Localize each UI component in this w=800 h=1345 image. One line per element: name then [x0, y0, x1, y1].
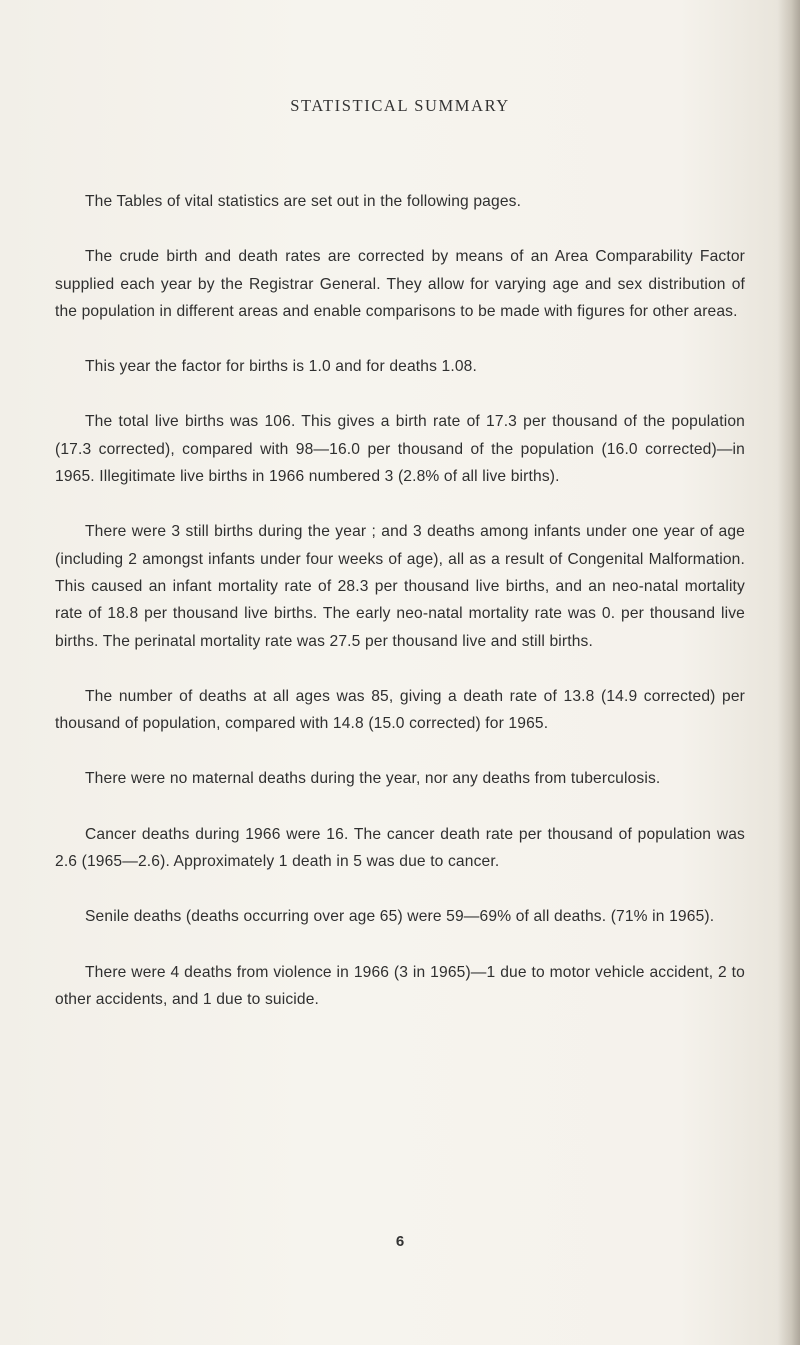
paragraph-violence-deaths: There were 4 deaths from violence in 1966 (3 in 1965)—1 due to motor vehicle accident, 2 to other accidents, and 1 due to suicide.: [55, 963, 745, 1008]
paragraph-death-rate: The number of deaths at all ages was 85, giving a death rate of 13.8 (14.9 corrected) per thousand of population, compared with 14.8 (15.0 corrected) for 1965.: [55, 687, 745, 733]
page-number: 6: [395, 1233, 405, 1250]
paragraph-cancer-deaths: Cancer deaths during 1966 were 16. The cancer death rate per thousand of population was 2.6 (1965—2.6). Approximately 1 death in 5 was due to cancer.: [55, 825, 745, 871]
paragraph-live-births: The total live births was 106. This gives a birth rate of 17.3 per thousand of the population (17.3 corrected), compared with 98—16.0 per thousand of the population (16.0 corrected)—in 1965. Illegitimate live births in 1966 numbered 3 (2.8% of all live births).: [55, 413, 745, 486]
paragraph-senile-deaths: Senile deaths (deaths occurring over age 65) were 59—69% of all deaths. (71% in 1965).: [85, 908, 715, 926]
paragraph-infant-mortality: There were 3 still births during the year ; and 3 deaths among infants under one year of age (including 2 amongst infants under four weeks of age), all as a result of Congenital Malformation. This caused an infant mortality rate of 28.3 per thousand live births, and an neo-natal mortality rate of 18.8 per thousand live births. The early neo-natal mortality rate was 0. per thousand live births. The perinatal mortality rate was 27.5 per thousand live and still births.: [55, 523, 745, 650]
page-edge-shadow: [778, 0, 800, 1345]
paragraph-intro: The Tables of vital statistics are set out in the following pages.: [85, 193, 522, 210]
paragraph-comparability-factor: The crude birth and death rates are corrected by means of an Area Comparability Factor supplied each year by the Registrar General. They allow for varying age and sex distribution of the population in different areas and enable comparisons to be made with figures for other areas.: [55, 248, 745, 320]
paragraph-factor-values: This year the factor for births is 1.0 and for deaths 1.08.: [85, 358, 477, 376]
body-text: [55, 188, 745, 1041]
page-title: STATISTICAL SUMMARY: [290, 96, 510, 115]
paragraph-maternal-deaths: There were no maternal deaths during the year, nor any deaths from tuberculosis.: [85, 770, 661, 788]
